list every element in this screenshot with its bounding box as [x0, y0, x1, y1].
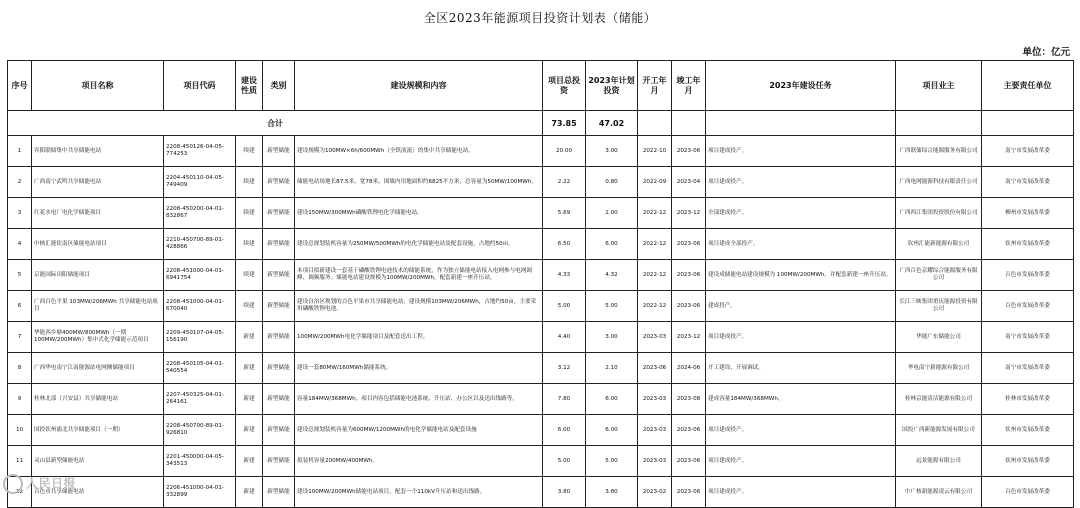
table-row: [8, 384, 1074, 415]
row-number-cell: 7: [8, 322, 32, 353]
project-name-cell: 灵山县新型储能电站: [32, 446, 164, 477]
project-code-cell: 2208-450126-04-05-774253: [164, 136, 236, 167]
total-investment-cell: 20.00: [543, 136, 586, 167]
project-owner-cell: 广西电网能源科技有限责任公司: [896, 167, 982, 198]
project-name-cell: 红花水电厂电化学储能项目: [32, 198, 164, 229]
row-number-cell: 9: [8, 384, 32, 415]
table-row: [8, 260, 1074, 291]
row-number-cell: 11: [8, 446, 32, 477]
header-cell: 类别: [263, 61, 295, 111]
project-owner-cell: 远景能源有限公司: [896, 446, 982, 477]
table-row: [8, 415, 1074, 446]
header-cell: 项目业主: [896, 61, 982, 111]
responsible-unit-cell: 南宁市发展改革委: [982, 322, 1074, 353]
project-owner-cell: 广西百色京耀综合能源服务有限公司: [896, 260, 982, 291]
table-row: [8, 322, 1074, 353]
category-cell: 新型储能: [263, 198, 295, 229]
total-investment-cell: 6.00: [543, 415, 586, 446]
task-2023-cell: 项目建成投产。: [706, 415, 896, 446]
start-date-cell: 2023-06: [638, 353, 672, 384]
responsible-unit-cell: 南宁市发展改革委: [982, 167, 1074, 198]
header-cell: 开工年月: [638, 61, 672, 111]
plan-investment-cell: 2.00: [586, 198, 638, 229]
build-content-cell: 建设总规划装机容量为250MW/500MWh的电化学储能电站及配套设施，占地约50亩。: [295, 229, 543, 260]
responsible-unit-cell: 钦州市发展改革委: [982, 229, 1074, 260]
task-2023-cell: 建成投产。: [706, 291, 896, 322]
end-date-cell: 2023-08: [672, 384, 706, 415]
task-2023-cell: 建成容量184MW/368MWh。: [706, 384, 896, 415]
build-content-cell: 100MW/200MWh电化学储能项目及配套送出工程。: [295, 322, 543, 353]
total-investment-cell: 4.33: [543, 260, 586, 291]
responsible-unit-cell: 柳州市发展改革委: [982, 198, 1074, 229]
task-2023-cell: 项目建成投产。: [706, 446, 896, 477]
project-owner-cell: 国投广西新能源发展有限公司: [896, 415, 982, 446]
row-number-cell: 6: [8, 291, 32, 322]
project-name-cell: 百色市共享储能电站: [32, 477, 164, 508]
start-date-cell: 2023-03: [638, 384, 672, 415]
build-nature-cell: 续建: [236, 260, 263, 291]
project-owner-cell: 钦州汇能新能源有限公司: [896, 229, 982, 260]
category-cell: 新型储能: [263, 322, 295, 353]
header-cell: 项目总投资: [543, 61, 586, 111]
build-content-cell: 建设自治区规划的百色平果市共享储能电站，建设规模103MW/206MWh，占地约50亩，主要采用磷酸铁锂电池。: [295, 291, 543, 322]
total-investment-cell: 3.80: [543, 477, 586, 508]
end-date-cell: 2023-12: [672, 322, 706, 353]
category-cell: 新型储能: [263, 291, 295, 322]
project-owner-cell: 华能广东储能公司: [896, 322, 982, 353]
build-content-cell: 建设150MW/300MWh磷酸铁锂电化学储能电站。: [295, 198, 543, 229]
row-number-cell: 12: [8, 477, 32, 508]
build-nature-cell: 新建: [236, 477, 263, 508]
header-cell: 序号: [8, 61, 32, 111]
task-2023-cell: 开工建设，开展调试。: [706, 353, 896, 384]
project-owner-cell: 长江三峡集团重庆能源投资有限公司: [896, 291, 982, 322]
task-2023-cell: 项目建成投产。: [706, 322, 896, 353]
table-row: [8, 198, 1074, 229]
plan-investment-cell: 3.00: [586, 322, 638, 353]
end-date-cell: 2023-04: [672, 167, 706, 198]
start-date-cell: 2022-12: [638, 198, 672, 229]
project-owner-cell: 华电南宁新能源有限公司: [896, 353, 982, 384]
start-date-cell: 2023-03: [638, 415, 672, 446]
project-name-cell: 广西华电南宁江南能源站电网侧储能项目: [32, 353, 164, 384]
total-plan-2023: 47.02: [586, 111, 638, 136]
build-content-cell: 本项目拟新建设一套基于磷酸铁锂电池技术的储能系统，作为独立储能电站接入电网参与电网调峰、调频服务。储能电站建设规模为100MW/200MWh，配套新建一座升压站。: [295, 260, 543, 291]
header-cell: 项目名称: [32, 61, 164, 111]
category-cell: 新型储能: [263, 136, 295, 167]
responsible-unit-cell: 南宁市发展改革委: [982, 353, 1074, 384]
project-code-cell: 2208-451000-04-01-6941754: [164, 260, 236, 291]
end-date-cell: 2023-06: [672, 415, 706, 446]
header-cell: 竣工年月: [672, 61, 706, 111]
table-row: [8, 353, 1074, 384]
project-code-cell: 2204-450110-04-05-749409: [164, 167, 236, 198]
row-number-cell: 5: [8, 260, 32, 291]
responsible-unit-cell: 百色市发展改革委: [982, 260, 1074, 291]
category-cell: 新型储能: [263, 353, 295, 384]
responsible-unit-cell: 百色市发展改革委: [982, 477, 1074, 508]
start-date-cell: 2022-09: [638, 167, 672, 198]
table-row: [8, 136, 1074, 167]
plan-investment-cell: 4.32: [586, 260, 638, 291]
project-code-cell: 2207-450325-04-01-264161: [164, 384, 236, 415]
total-empty-unit: [982, 111, 1074, 136]
project-name-cell: 华能西乡塘400MW/800MWh（一期100MW/200MWh）集中式化学储能示范项目: [32, 322, 164, 353]
end-date-cell: 2023-12: [672, 198, 706, 229]
start-date-cell: 2022-12: [638, 229, 672, 260]
build-nature-cell: 新建: [236, 415, 263, 446]
build-nature-cell: 续建: [236, 229, 263, 260]
build-content-cell: 建设一套80MW/160MWh储能系统。: [295, 353, 543, 384]
task-2023-cell: 全部建成投产。: [706, 198, 896, 229]
watermark-logo-icon: [3, 474, 23, 494]
total-empty-task: [706, 111, 896, 136]
total-investment: 73.85: [543, 111, 586, 136]
total-empty-owner: [896, 111, 982, 136]
project-code-cell: 2208-450105-04-01-540554: [164, 353, 236, 384]
project-name-cell: 桂林北部（兴安县）共享储能电站: [32, 384, 164, 415]
build-nature-cell: 新建: [236, 446, 263, 477]
total-investment-cell: 6.50: [543, 229, 586, 260]
start-date-cell: 2022-10: [638, 136, 672, 167]
total-investment-cell: 5.00: [543, 446, 586, 477]
project-owner-cell: 广西联储综合能源服务有限公司: [896, 136, 982, 167]
project-code-cell: 2209-450107-04-05-156190: [164, 322, 236, 353]
task-2023-cell: 项目建成投产。: [706, 477, 896, 508]
task-2023-cell: 项目建成全部投产。: [706, 229, 896, 260]
project-name-cell: 中核汇能钦南区储能电站项目: [32, 229, 164, 260]
watermark: [3, 474, 76, 494]
category-cell: 新型储能: [263, 167, 295, 198]
total-empty-start: [638, 111, 672, 136]
responsible-unit-cell: 百色市发展改革委: [982, 291, 1074, 322]
category-cell: 新型储能: [263, 446, 295, 477]
header-row: [8, 61, 1074, 111]
build-nature-cell: 续建: [236, 291, 263, 322]
responsible-unit-cell: 南宁市发展改革委: [982, 136, 1074, 167]
plan-investment-cell: 5.00: [586, 446, 638, 477]
task-2023-cell: 项目建成投产。: [706, 136, 896, 167]
watermark-text: 人民日报: [26, 476, 77, 491]
investment-table: [7, 60, 1074, 508]
project-name-cell: 国投钦州浦北共享储能项目（一期）: [32, 415, 164, 446]
build-nature-cell: 新建: [236, 322, 263, 353]
project-name-cell: 宾阳联储集中共享储能电站: [32, 136, 164, 167]
project-code-cell: 2208-451000-04-01-670040: [164, 291, 236, 322]
total-investment-cell: 5.69: [543, 198, 586, 229]
start-date-cell: 2023-02: [638, 477, 672, 508]
start-date-cell: 2022-12: [638, 291, 672, 322]
row-number-cell: 1: [8, 136, 32, 167]
row-number-cell: 8: [8, 353, 32, 384]
end-date-cell: 2023-06: [672, 291, 706, 322]
total-label: 合计: [8, 111, 543, 136]
total-investment-cell: 3.12: [543, 353, 586, 384]
header-cell: 项目代码: [164, 61, 236, 111]
build-content-cell: 容量184MW/368MWh。项目内容包括储能电池系统、升压站、办公区以及送出线路等。: [295, 384, 543, 415]
page-title: 全区2023年能源项目投资计划表（储能）: [423, 11, 657, 25]
header-cell: 2023年计划投资: [586, 61, 638, 111]
total-investment-cell: 2.22: [543, 167, 586, 198]
responsible-unit-cell: 钦州市发展改革委: [982, 415, 1074, 446]
task-2023-cell: 建设成储能电站建设规模为 100MW/200MWh，并配套新建一座升压站。: [706, 260, 896, 291]
project-owner-cell: 桂林京能清洁能源有限公司: [896, 384, 982, 415]
category-cell: 新型储能: [263, 415, 295, 446]
project-name-cell: 京能国际田阳储能项目: [32, 260, 164, 291]
unit-label: 单位：亿元: [1022, 47, 1070, 58]
build-nature-cell: 新建: [236, 353, 263, 384]
plan-investment-cell: 6.00: [586, 229, 638, 260]
header-cell: 建设规模和内容: [295, 61, 543, 111]
build-nature-cell: 新建: [236, 384, 263, 415]
project-owner-cell: 中广核新能源凌云有限公司: [896, 477, 982, 508]
plan-investment-cell: 3.00: [586, 136, 638, 167]
start-date-cell: 2023-03: [638, 446, 672, 477]
build-nature-cell: 续建: [236, 136, 263, 167]
total-row: [8, 111, 1074, 136]
plan-investment-cell: 0.80: [586, 167, 638, 198]
project-code-cell: 2206-451000-04-01-332899: [164, 477, 236, 508]
table-row: [8, 229, 1074, 260]
row-number-cell: 4: [8, 229, 32, 260]
category-cell: 新型储能: [263, 384, 295, 415]
category-cell: 新型储能: [263, 477, 295, 508]
plan-investment-cell: 5.00: [586, 291, 638, 322]
project-code-cell: 2208-450200-04-01-832867: [164, 198, 236, 229]
row-number-cell: 10: [8, 415, 32, 446]
total-investment-cell: 4.40: [543, 322, 586, 353]
header-cell: 主要责任单位: [982, 61, 1074, 111]
responsible-unit-cell: 钦州市发展改革委: [982, 446, 1074, 477]
end-date-cell: 2023-06: [672, 260, 706, 291]
category-cell: 新型储能: [263, 229, 295, 260]
plan-investment-cell: 2.10: [586, 353, 638, 384]
end-date-cell: 2023-06: [672, 477, 706, 508]
project-code-cell: 2208-450700-89-01-926810: [164, 415, 236, 446]
start-date-cell: 2022-12: [638, 260, 672, 291]
task-2023-cell: 项目建成投产。: [706, 167, 896, 198]
project-name-cell: 广西百色平果 103MW/206MWh 共享储能电站项目: [32, 291, 164, 322]
project-code-cell: 2201-450000-04-05-343513: [164, 446, 236, 477]
row-number-cell: 3: [8, 198, 32, 229]
total-investment-cell: 7.80: [543, 384, 586, 415]
project-code-cell: 2210-450700-89-01-428866: [164, 229, 236, 260]
build-content-cell: 建设总规划装机容量为600MW/1200MWh的电化学储能电站及配套设施: [295, 415, 543, 446]
project-name-cell: 广西南宁武鸣共享储能电站: [32, 167, 164, 198]
table-row: [8, 167, 1074, 198]
project-owner-cell: 广西西江集团投资股份有限公司: [896, 198, 982, 229]
end-date-cell: 2024-06: [672, 353, 706, 384]
build-nature-cell: 续建: [236, 167, 263, 198]
table-row: [8, 477, 1074, 508]
total-empty-end: [672, 111, 706, 136]
end-date-cell: 2023-06: [672, 136, 706, 167]
end-date-cell: 2023-06: [672, 446, 706, 477]
build-nature-cell: 续建: [236, 198, 263, 229]
plan-investment-cell: 6.00: [586, 415, 638, 446]
plan-investment-cell: 3.80: [586, 477, 638, 508]
total-investment-cell: 5.00: [543, 291, 586, 322]
end-date-cell: 2023-06: [672, 229, 706, 260]
header-cell: 2023年建设任务: [706, 61, 896, 111]
build-content-cell: 建设规模为100MW×6h/600MWh（全钒液流）的集中共享储能电站。: [295, 136, 543, 167]
build-content-cell: 拟装机容量200MW/400MWh。: [295, 446, 543, 477]
plan-investment-cell: 6.00: [586, 384, 638, 415]
build-content-cell: 储能电站场地长87.5米，宽78米，围墙内用地面积约6825平方米，总容量为50MW/100MWh。: [295, 167, 543, 198]
header-cell: 建设性质: [236, 61, 263, 111]
category-cell: 新型储能: [263, 260, 295, 291]
table-row: [8, 446, 1074, 477]
table-row: [8, 291, 1074, 322]
responsible-unit-cell: 桂林市发展改革委: [982, 384, 1074, 415]
row-number-cell: 2: [8, 167, 32, 198]
build-content-cell: 建设100MW/200MWh储能电站项目，配套一个110kV升压站和送出线路。: [295, 477, 543, 508]
start-date-cell: 2023-03: [638, 322, 672, 353]
